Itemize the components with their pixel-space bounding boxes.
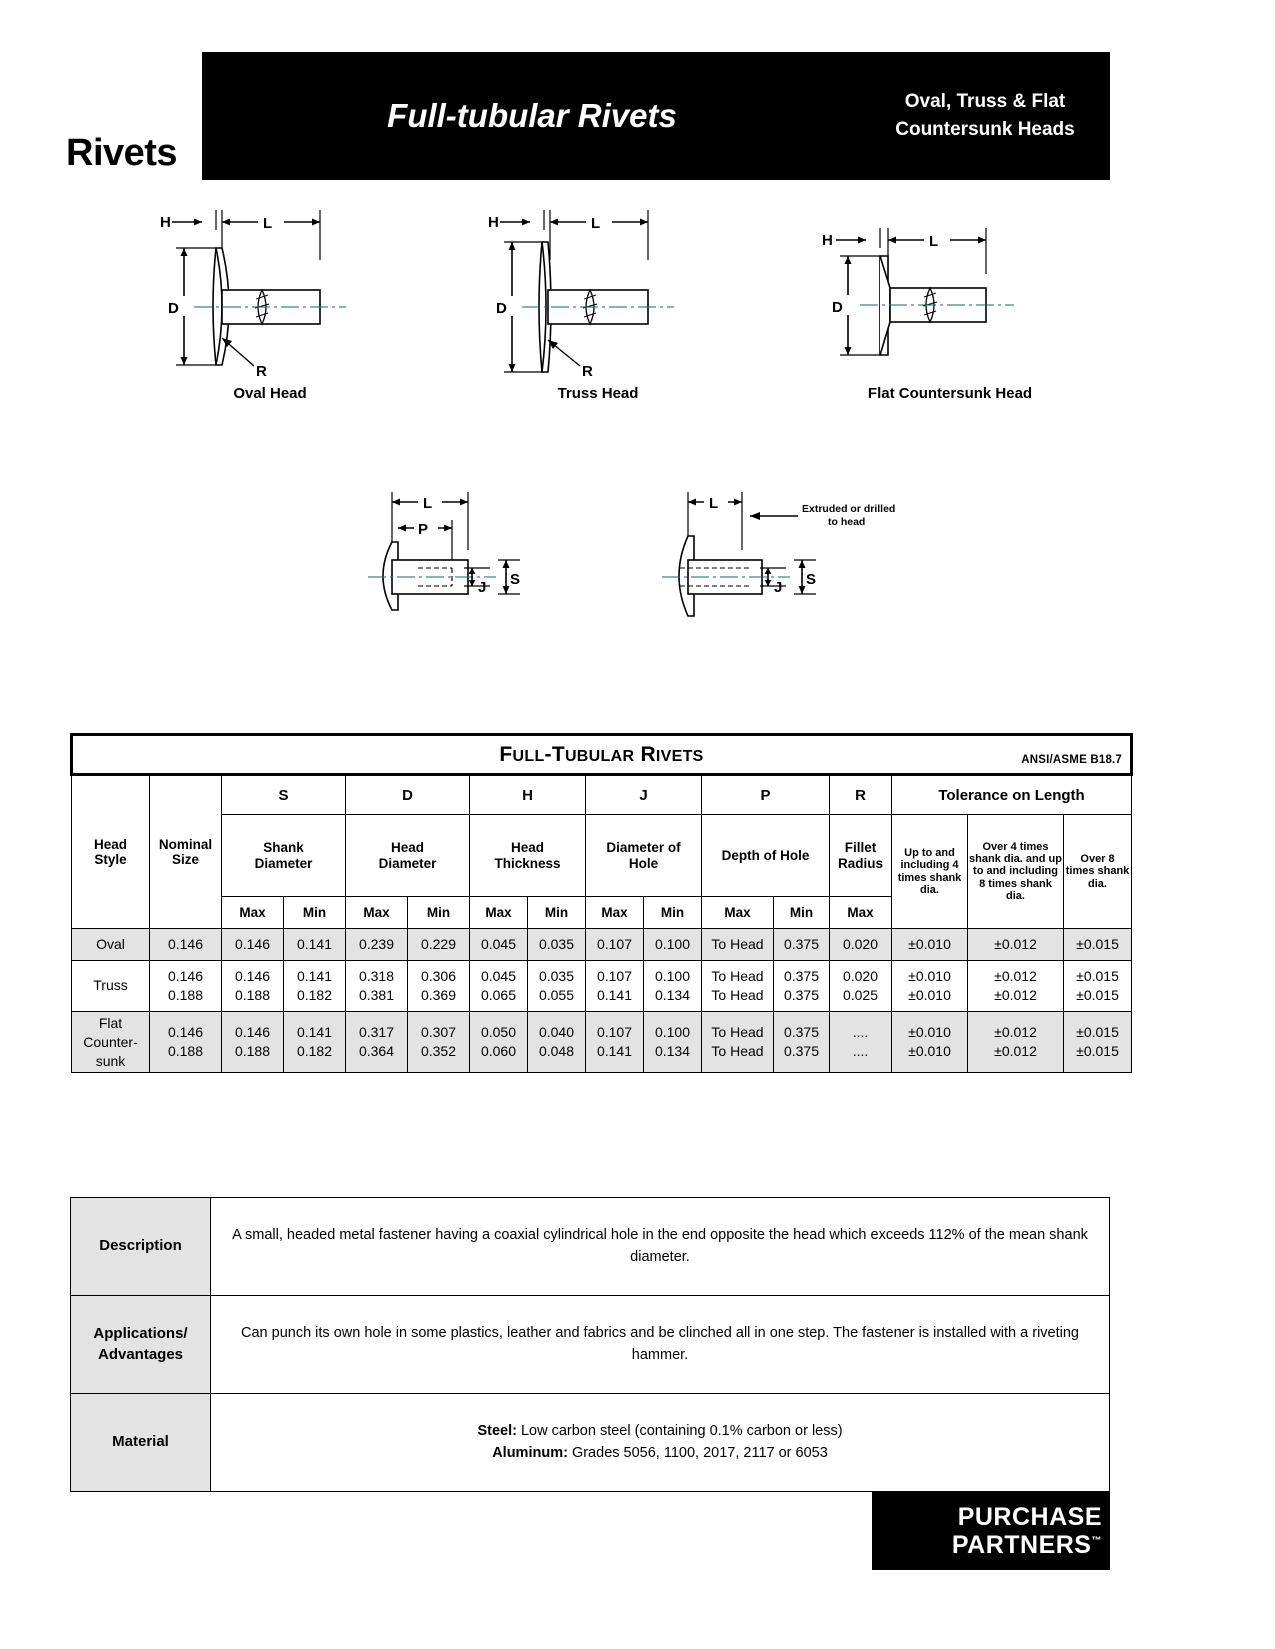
dim-label-H: H	[488, 214, 499, 231]
cell-tol2: ±0.012 ±0.012	[968, 1011, 1064, 1073]
trademark-symbol: ™	[1091, 1535, 1102, 1547]
diagram-caption-flat: Flat Countersunk Head	[867, 385, 1033, 402]
col-tolerance-over-8x: Over 8 times shank dia.	[1064, 815, 1132, 929]
diagram-hole-depth	[360, 480, 590, 670]
col-name-shank-diameter: Shank Diameter	[222, 815, 346, 897]
col-name-head-thickness: Head Thickness	[470, 815, 586, 897]
page-header	[0, 52, 1275, 180]
col-d-max: Max	[346, 897, 408, 929]
diagram-extruded-to-head	[650, 480, 970, 670]
cell-d-min: 0.307 0.352	[408, 1011, 470, 1073]
label-description: Description	[71, 1198, 211, 1296]
cell-p-max: To Head To Head	[702, 961, 774, 1012]
cell-d-min: 0.229	[408, 929, 470, 961]
cell-p-min: 0.375 0.375	[774, 961, 830, 1012]
cell-s-min: 0.141 0.182	[284, 961, 346, 1012]
cell-nominal: 0.146 0.188	[150, 1011, 222, 1073]
col-h-max: Max	[470, 897, 528, 929]
cell-h-min: 0.035	[528, 929, 586, 961]
col-d-min: Min	[408, 897, 470, 929]
diagram-oval-head	[150, 200, 390, 415]
cell-head-style: Flat Counter- sunk	[72, 1011, 150, 1073]
info-row-material	[71, 1394, 1110, 1492]
col-p-min: Min	[774, 897, 830, 929]
col-group-tolerance: Tolerance on Length	[892, 775, 1132, 815]
cell-s-min: 0.141	[284, 929, 346, 961]
header-subtitle-line1: Oval, Truss & Flat	[904, 91, 1066, 113]
col-name-diameter-of-hole: Diameter of Hole	[586, 815, 702, 897]
material-steel-label: Steel:	[477, 1422, 517, 1439]
cell-h-min: 0.035 0.055	[528, 961, 586, 1012]
cell-j-min: 0.100 0.134	[644, 961, 702, 1012]
logo-line1: PURCHASE	[957, 1503, 1102, 1531]
cell-h-max: 0.050 0.060	[470, 1011, 528, 1073]
col-letter-D: D	[346, 775, 470, 815]
dim-label-D: D	[168, 300, 179, 317]
text-applications: Can punch its own hole in some plastics, leather and fabrics and be clinched all in one step. The fastener is installed with a riveting hammer.	[211, 1296, 1110, 1394]
cell-r-max: 0.020 0.025	[830, 961, 892, 1012]
cell-r-max: 0.020	[830, 929, 892, 961]
dim-label-H: H	[822, 232, 833, 249]
spec-table-title: FULL-TUBULAR RIVETS ANSI/ASME B18.7	[72, 735, 1132, 775]
material-aluminum-text: Grades 5056, 1100, 2017, 2117 or 6053	[571, 1444, 828, 1461]
cell-h-max: 0.045 0.065	[470, 961, 528, 1012]
table-row	[72, 1011, 1132, 1073]
info-row-applications	[71, 1296, 1110, 1394]
col-letter-P: P	[702, 775, 830, 815]
cell-j-max: 0.107	[586, 929, 644, 961]
cell-tol3: ±0.015 ±0.015	[1064, 961, 1132, 1012]
spec-table	[70, 733, 1133, 1073]
col-letter-S: S	[222, 775, 346, 815]
cell-tol2: ±0.012 ±0.012	[968, 961, 1064, 1012]
cell-h-max: 0.045	[470, 929, 528, 961]
cell-tol3: ±0.015	[1064, 929, 1132, 961]
col-letter-H: H	[470, 775, 586, 815]
col-letter-J: J	[586, 775, 702, 815]
info-table	[70, 1197, 1110, 1492]
dim-label-J: J	[774, 579, 783, 596]
col-letter-R: R	[830, 775, 892, 815]
dim-label-J: J	[478, 579, 487, 596]
diagram-caption-oval: Oval Head	[233, 385, 307, 402]
table-row	[72, 961, 1132, 1012]
category-title: Rivets	[66, 132, 178, 174]
table-row	[72, 929, 1132, 961]
col-name-fillet-radius: Fillet Radius	[830, 815, 892, 897]
cell-nominal: 0.146	[150, 929, 222, 961]
dim-label-R: R	[582, 363, 593, 380]
col-nominal-size: Nominal Size	[150, 775, 222, 929]
col-h-min: Min	[528, 897, 586, 929]
col-r-max: Max	[830, 897, 892, 929]
cell-p-min: 0.375 0.375	[774, 1011, 830, 1073]
diagram-caption-truss: Truss Head	[557, 385, 639, 402]
dim-label-D: D	[496, 300, 507, 317]
dim-label-S: S	[510, 571, 521, 588]
col-tolerance-4x-to-8x: Over 4 times shank dia. and up to and including 8 times shank dia.	[968, 815, 1064, 929]
cell-j-max: 0.107 0.141	[586, 961, 644, 1012]
dim-label-R: R	[256, 363, 267, 380]
dim-label-D: D	[832, 299, 843, 316]
cell-nominal: 0.146 0.188	[150, 961, 222, 1012]
col-s-max: Max	[222, 897, 284, 929]
cell-d-max: 0.317 0.364	[346, 1011, 408, 1073]
cell-p-max: To Head	[702, 929, 774, 961]
cell-d-max: 0.318 0.381	[346, 961, 408, 1012]
cell-j-min: 0.100	[644, 929, 702, 961]
cell-d-max: 0.239	[346, 929, 408, 961]
col-name-head-diameter: Head Diameter	[346, 815, 470, 897]
cell-head-style: Oval	[72, 929, 150, 961]
logo-line2: PARTNERS™	[951, 1531, 1102, 1559]
cell-h-min: 0.040 0.048	[528, 1011, 586, 1073]
dim-label-H: H	[160, 214, 171, 231]
text-description: A small, headed metal fastener having a coaxial cylindrical hole in the end opposite the head which exceeds 112% of the mean shank diameter.	[211, 1198, 1110, 1296]
cell-j-min: 0.100 0.134	[644, 1011, 702, 1073]
cell-s-max: 0.146 0.188	[222, 961, 284, 1012]
note-line1: Extruded or drilled	[802, 503, 896, 515]
col-j-min: Min	[644, 897, 702, 929]
standard-reference: ANSI/ASME B18.7	[1021, 753, 1123, 766]
text-material	[211, 1394, 1110, 1492]
cell-head-style: Truss	[72, 961, 150, 1012]
header-subtitle	[860, 52, 1110, 180]
col-head-style: Head Style	[72, 775, 150, 929]
dim-label-S: S	[806, 571, 817, 588]
dim-label-L: L	[591, 215, 601, 232]
label-applications: Applications/ Advantages	[71, 1296, 211, 1394]
material-aluminum-label: Aluminum:	[492, 1444, 568, 1461]
diagram-flat-countersunk-head	[810, 200, 1090, 415]
dim-label-P: P	[418, 521, 429, 538]
cell-s-max: 0.146	[222, 929, 284, 961]
dim-label-L: L	[709, 495, 719, 512]
cell-d-min: 0.306 0.369	[408, 961, 470, 1012]
company-logo	[872, 1492, 1110, 1570]
cell-tol1: ±0.010 ±0.010	[892, 961, 968, 1012]
cell-s-max: 0.146 0.188	[222, 1011, 284, 1073]
cell-p-min: 0.375	[774, 929, 830, 961]
info-row-description	[71, 1198, 1110, 1296]
material-steel-text: Low carbon steel (containing 0.1% carbon or less)	[520, 1422, 843, 1439]
dim-label-L: L	[423, 495, 433, 512]
col-p-max: Max	[702, 897, 774, 929]
cell-s-min: 0.141 0.182	[284, 1011, 346, 1073]
col-tolerance-up-to-4x: Up to and including 4 times shank dia.	[892, 815, 968, 929]
cell-j-max: 0.107 0.141	[586, 1011, 644, 1073]
header-subtitle-line2: Countersunk Heads	[895, 119, 1075, 140]
note-line2: to head	[828, 516, 866, 528]
page-title: Full-tubular Rivets	[387, 97, 677, 134]
label-material: Material	[71, 1394, 211, 1492]
cell-r-max: .... ....	[830, 1011, 892, 1073]
diagram-truss-head	[478, 200, 718, 415]
diagram-area	[0, 190, 1275, 680]
col-name-depth-of-hole: Depth of Hole	[702, 815, 830, 897]
dim-label-L: L	[929, 233, 939, 250]
dim-label-L: L	[263, 215, 273, 232]
cell-p-max: To Head To Head	[702, 1011, 774, 1073]
col-s-min: Min	[284, 897, 346, 929]
cell-tol2: ±0.012	[968, 929, 1064, 961]
cell-tol3: ±0.015 ±0.015	[1064, 1011, 1132, 1073]
cell-tol1: ±0.010	[892, 929, 968, 961]
col-j-max: Max	[586, 897, 644, 929]
cell-tol1: ±0.010 ±0.010	[892, 1011, 968, 1073]
